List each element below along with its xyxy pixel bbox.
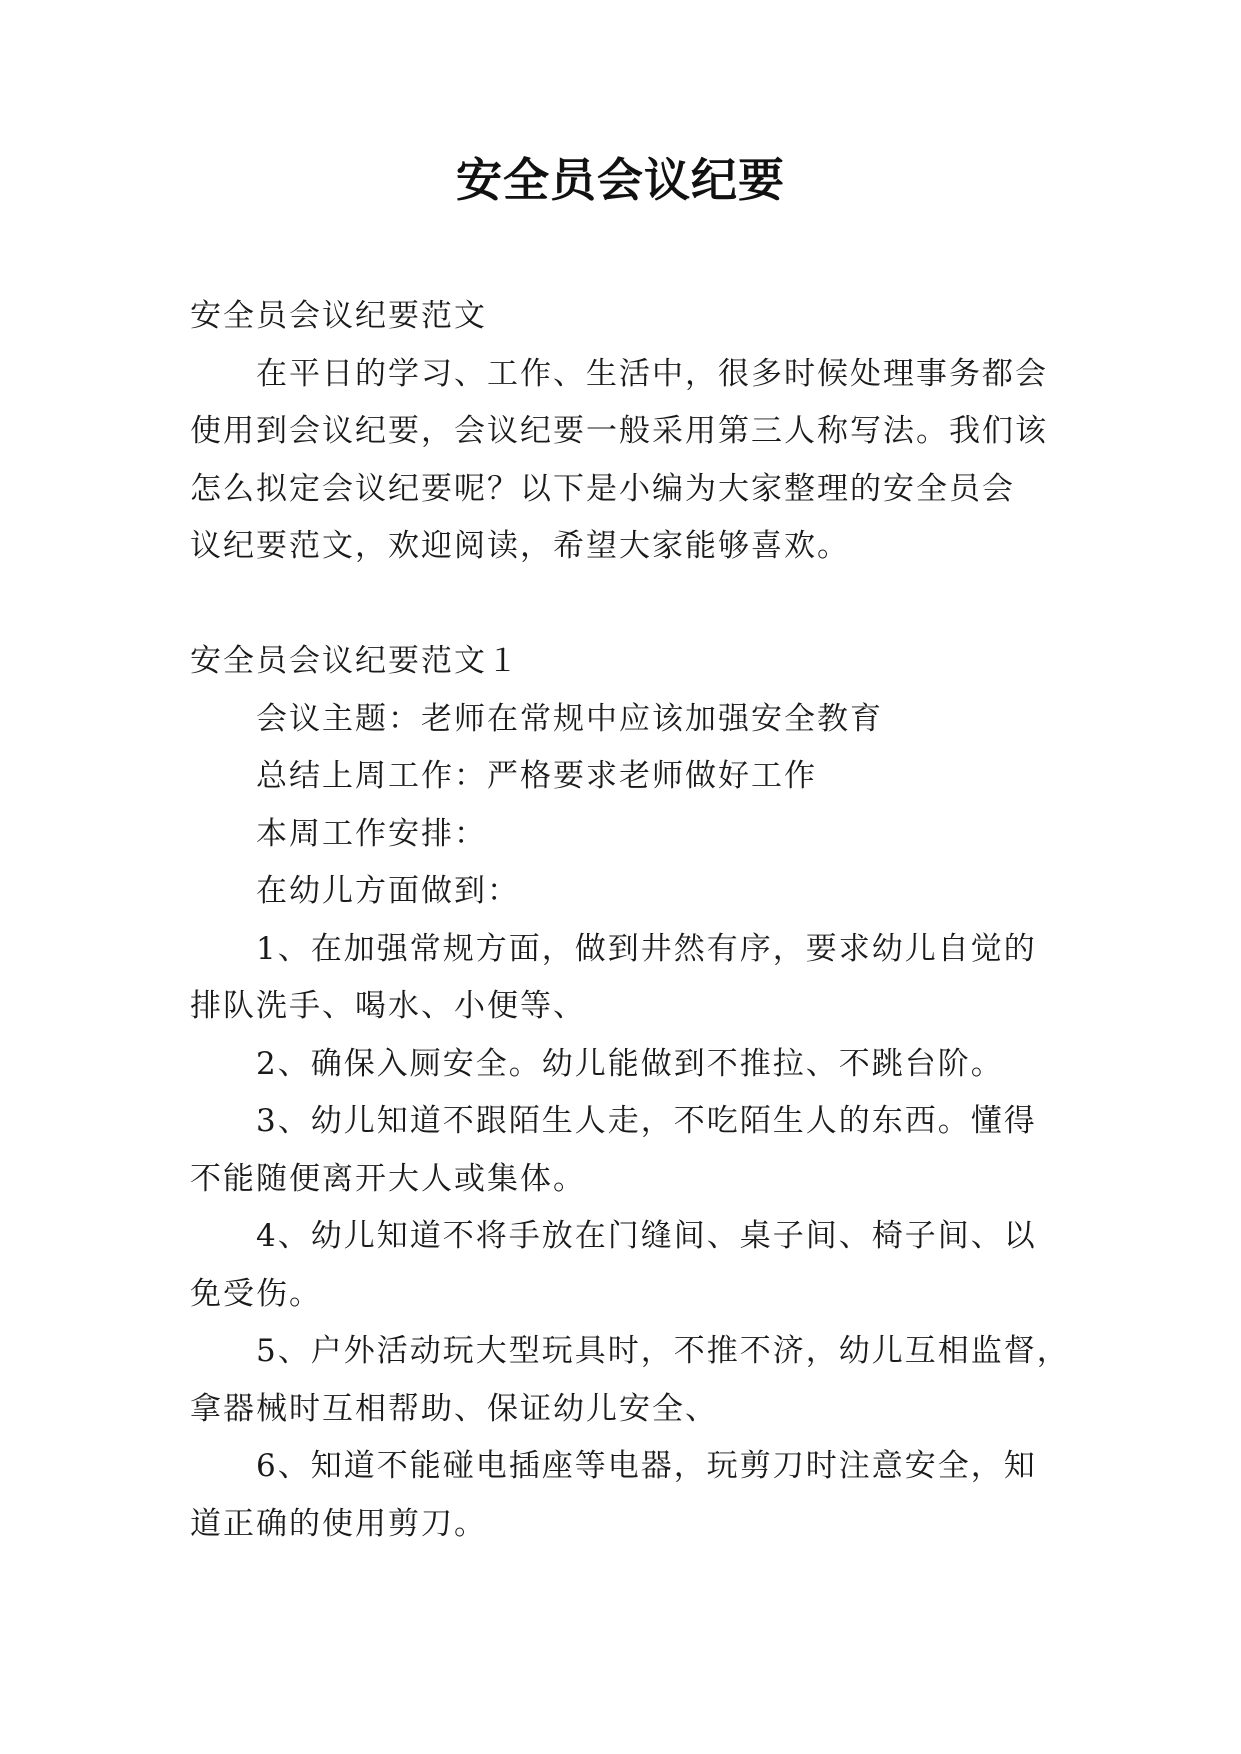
list-item: 6、知道不能碰电插座等电器，玩剪刀时注意安全，知 <box>256 1448 1037 1484</box>
document-title: 安全员会议纪要 <box>456 153 785 207</box>
document-body <box>190 288 1070 1553</box>
list-item-continuation: 道正确的使用剪刀。 <box>190 1505 487 1542</box>
list-item: 3、幼儿知道不跟陌生人走，不吃陌生人的东西。懂得 <box>256 1103 1037 1139</box>
paragraph-line: 议纪要范文，欢迎阅读，希望大家能够喜欢。 <box>190 528 850 564</box>
list-item: 4、幼儿知道不将手放在门缝间、桌子间、椅子间、以 <box>256 1218 1037 1254</box>
section-heading: 安全员会议纪要范文 <box>190 298 487 334</box>
this-week-plan-label: 本周工作安排： <box>256 815 487 852</box>
list-item-continuation: 免受伤。 <box>190 1275 322 1312</box>
meeting-topic: 会议主题：老师在常规中应该加强安全教育 <box>256 700 883 737</box>
blank-line <box>190 576 1052 634</box>
paragraph-line: 使用到会议纪要，会议纪要一般采用第三人称写法。我们该 <box>190 413 1048 449</box>
list-item: 5、户外活动玩大型玩具时，不推不济，幼儿互相监督， <box>256 1333 1070 1369</box>
last-week-summary: 总结上周工作：严格要求老师做好工作 <box>256 758 817 794</box>
list-item: 2、确保入厕安全。幼儿能做到不推拉、不跳台阶。 <box>256 1045 1004 1082</box>
list-item-continuation: 不能随便离开大人或集体。 <box>190 1160 586 1197</box>
children-section-label: 在幼儿方面做到： <box>256 873 520 909</box>
list-item: 1、在加强常规方面，做到井然有序，要求幼儿自觉的 <box>256 930 1037 967</box>
section-heading: 安全员会议纪要范文１ <box>190 643 520 679</box>
paragraph-line: 在平日的学习、工作、生活中，很多时候处理事务都会 <box>256 355 1048 392</box>
list-item-continuation: 拿器械时互相帮助、保证幼儿安全、 <box>190 1390 718 1427</box>
paragraph-line: 怎么拟定会议纪要呢？以下是小编为大家整理的安全员会 <box>190 470 1015 507</box>
list-item-continuation: 排队洗手、喝水、小便等、 <box>190 988 586 1024</box>
